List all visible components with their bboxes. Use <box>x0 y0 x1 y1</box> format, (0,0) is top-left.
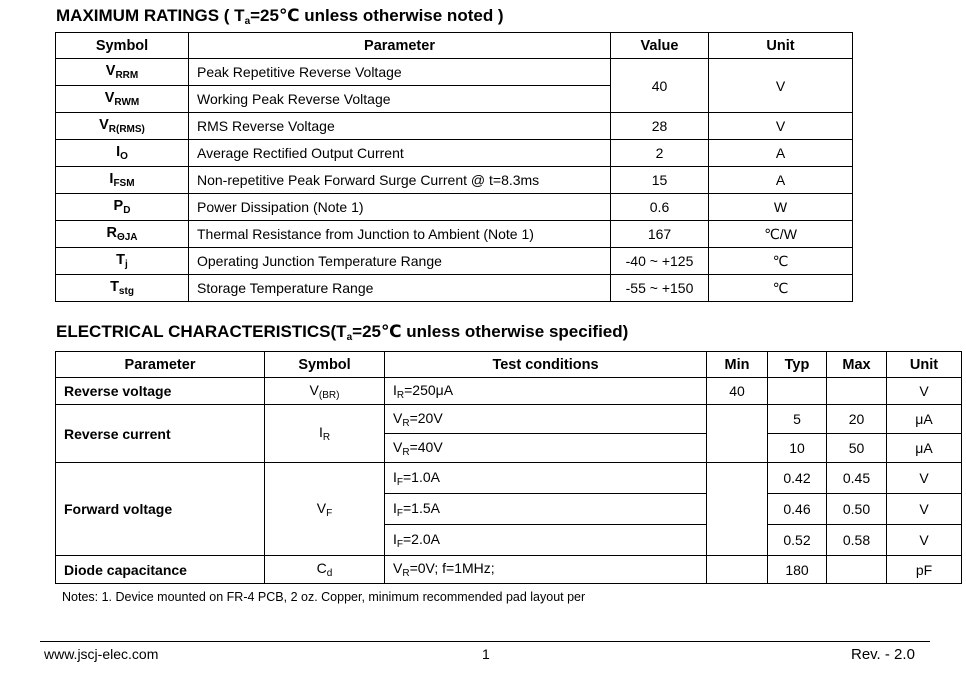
max-ratings-title-sub: a <box>244 16 251 27</box>
condition-text: I <box>393 468 397 485</box>
condition-text: V <box>393 438 403 455</box>
value-cell: 40 <box>611 59 709 113</box>
symbol-sub: (BR) <box>318 389 340 401</box>
note-ref: (Note 1) <box>483 226 534 242</box>
unit-cell: W <box>709 194 853 221</box>
table-row <box>56 378 962 405</box>
condition-cell <box>385 463 707 494</box>
table-header-row <box>56 33 853 59</box>
symbol-text: V <box>99 117 109 133</box>
symbol-sub: d <box>326 568 333 579</box>
max-ratings-table <box>55 32 853 302</box>
condition-cell <box>385 434 707 463</box>
unit-cell: ℃ <box>709 248 853 275</box>
max-cell: 0.45 <box>827 463 887 494</box>
max-ratings-title <box>56 6 504 27</box>
table-row <box>56 194 853 221</box>
footnote: Notes: 1. Device mounted on FR-4 PCB, 2 oz. Copper, minimum recommended pad layout per <box>62 590 586 604</box>
symbol-text: P <box>113 198 124 214</box>
unit-cell: pF <box>887 556 962 584</box>
unit-cell: μA <box>887 434 962 463</box>
header-parameter: Parameter <box>56 352 265 378</box>
symbol-cell <box>265 556 385 584</box>
min-cell <box>707 556 768 584</box>
symbol-cell <box>56 86 189 113</box>
unit-cell: V <box>887 378 962 405</box>
symbol-cell <box>56 140 189 167</box>
header-test-conditions: Test conditions <box>385 352 707 378</box>
header-symbol: Symbol <box>56 33 189 59</box>
footer-website: www.jscj-elec.com <box>44 646 159 662</box>
typ-cell <box>768 378 827 405</box>
max-cell: 0.50 <box>827 494 887 525</box>
max-cell <box>827 556 887 584</box>
max-cell: 0.58 <box>827 525 887 556</box>
footer-divider <box>40 641 930 642</box>
table-row <box>56 275 853 302</box>
condition-cell <box>385 494 707 525</box>
unit-cell: V <box>709 59 853 113</box>
max-ratings-title-text: MAXIMUM RATINGS ( T <box>56 6 245 25</box>
symbol-text: R <box>106 225 117 241</box>
parameter-cell: Storage Temperature Range <box>189 275 611 302</box>
condition-sub: R <box>402 417 410 429</box>
footer-revision: Rev. - 2.0 <box>851 646 915 663</box>
parameter-cell: Operating Junction Temperature Range <box>189 248 611 275</box>
value-cell: -55 ~ +150 <box>611 275 709 302</box>
parameter-cell: RMS Reverse Voltage <box>189 113 611 140</box>
condition-sub: R <box>402 446 410 458</box>
symbol-sub: RRM <box>115 70 139 81</box>
parameter-cell: Reverse current <box>56 405 265 463</box>
symbol-text: I <box>318 424 323 440</box>
header-unit: Unit <box>887 352 962 378</box>
condition-text: I <box>393 530 397 547</box>
parameter-cell: Diode capacitance <box>56 556 265 584</box>
condition-sub: F <box>396 507 403 519</box>
symbol-text: C <box>316 560 327 576</box>
unit-cell: A <box>709 140 853 167</box>
min-cell <box>707 405 768 463</box>
header-parameter: Parameter <box>189 33 611 59</box>
parameter-cell: Working Peak Reverse Voltage <box>189 86 611 113</box>
header-min: Min <box>707 352 768 378</box>
symbol-cell <box>56 275 189 302</box>
electrical-title-tail: =25℃ unless otherwise specified) <box>352 322 629 341</box>
condition-value: =40V <box>409 438 443 455</box>
condition-text: V <box>393 409 403 426</box>
table-row <box>56 221 853 248</box>
symbol-sub: R(RMS) <box>108 124 145 135</box>
electrical-title-sub: a <box>346 332 353 343</box>
unit-cell: V <box>887 463 962 494</box>
value-cell: 2 <box>611 140 709 167</box>
parameter-text: Thermal Resistance from Junction to Ambient <box>197 226 480 242</box>
parameter-cell: Average Rectified Output Current <box>189 140 611 167</box>
symbol-sub: ΘJA <box>116 232 138 243</box>
table-row <box>56 556 962 584</box>
value-cell: -40 ~ +125 <box>611 248 709 275</box>
symbol-text: I <box>109 171 114 187</box>
symbol-sub: D <box>123 205 131 216</box>
symbol-cell <box>56 248 189 275</box>
symbol-sub: F <box>326 507 333 519</box>
symbol-sub: stg <box>118 286 134 297</box>
symbol-text: V <box>309 381 319 398</box>
table-header-row <box>56 352 962 378</box>
typ-cell: 0.42 <box>768 463 827 494</box>
max-ratings-title-tail: =25℃ unless otherwise noted ) <box>250 6 504 25</box>
value-cell: 15 <box>611 167 709 194</box>
max-cell: 50 <box>827 434 887 463</box>
condition-text: I <box>393 381 397 398</box>
table-row <box>56 167 853 194</box>
symbol-text: V <box>316 499 327 516</box>
electrical-title-text: ELECTRICAL CHARACTERISTICS(T <box>56 322 347 341</box>
condition-value: =1.0A <box>403 468 440 485</box>
typ-cell: 0.46 <box>768 494 827 525</box>
max-cell: 20 <box>827 405 887 434</box>
parameter-cell: Peak Repetitive Reverse Voltage <box>189 59 611 86</box>
symbol-cell <box>56 59 189 86</box>
note-ref: (Note 1) <box>312 199 364 215</box>
condition-value: =250μA <box>404 381 454 398</box>
parameter-text: Power Dissipation <box>197 199 310 215</box>
condition-value: =20V <box>409 409 443 426</box>
condition-text: V <box>393 560 403 576</box>
table-row <box>56 463 962 494</box>
symbol-text: V <box>104 90 115 106</box>
symbol-cell <box>56 113 189 140</box>
header-max: Max <box>827 352 887 378</box>
symbol-sub: j <box>125 259 128 270</box>
table-row <box>56 248 853 275</box>
unit-cell: V <box>709 113 853 140</box>
value-cell: 167 <box>611 221 709 248</box>
table-row <box>56 59 853 86</box>
condition-value: =2.0A <box>403 530 440 547</box>
condition-sub: R <box>396 389 405 401</box>
condition-cell <box>385 556 707 584</box>
symbol-sub: R <box>322 432 331 443</box>
condition-cell <box>385 405 707 434</box>
symbol-text: T <box>110 279 119 295</box>
symbol-cell <box>56 194 189 221</box>
condition-value: =0V; f=1MHz; <box>409 560 495 576</box>
typ-cell: 10 <box>768 434 827 463</box>
symbol-cell <box>56 167 189 194</box>
condition-sub: R <box>402 568 410 579</box>
symbol-sub: FSM <box>113 178 135 189</box>
header-symbol: Symbol <box>265 352 385 378</box>
condition-sub: F <box>396 538 403 550</box>
symbol-cell <box>265 378 385 405</box>
condition-sub: F <box>396 476 403 488</box>
value-cell: 0.6 <box>611 194 709 221</box>
symbol-sub: O <box>120 151 128 162</box>
parameter-cell: Forward voltage <box>56 463 265 556</box>
parameter-cell <box>189 221 611 248</box>
typ-cell: 5 <box>768 405 827 434</box>
typ-cell: 0.52 <box>768 525 827 556</box>
table-row <box>56 140 853 167</box>
unit-cell: V <box>887 494 962 525</box>
electrical-title <box>56 322 628 343</box>
parameter-cell <box>189 194 611 221</box>
header-typ: Typ <box>768 352 827 378</box>
typ-cell: 180 <box>768 556 827 584</box>
condition-value: =1.5A <box>403 499 440 516</box>
header-unit: Unit <box>709 33 853 59</box>
symbol-cell <box>265 463 385 556</box>
symbol-cell <box>265 405 385 463</box>
table-row <box>56 113 853 140</box>
footer-page-number: 1 <box>482 646 490 662</box>
unit-cell: V <box>887 525 962 556</box>
unit-cell: μA <box>887 405 962 434</box>
header-value: Value <box>611 33 709 59</box>
unit-cell: ℃/W <box>709 221 853 248</box>
unit-cell: A <box>709 167 853 194</box>
min-cell: 40 <box>707 378 768 405</box>
symbol-sub: RWM <box>114 97 140 108</box>
symbol-text: I <box>116 144 121 160</box>
symbol-text: T <box>116 252 126 268</box>
condition-cell <box>385 525 707 556</box>
symbol-text: V <box>105 63 116 79</box>
condition-cell <box>385 378 707 405</box>
min-cell <box>707 463 768 556</box>
unit-cell: ℃ <box>709 275 853 302</box>
parameter-cell: Reverse voltage <box>56 378 265 405</box>
symbol-cell <box>56 221 189 248</box>
value-cell: 28 <box>611 113 709 140</box>
condition-text: I <box>393 499 397 516</box>
table-row <box>56 405 962 434</box>
parameter-cell: Non-repetitive Peak Forward Surge Current @ t=8.3ms <box>189 167 611 194</box>
electrical-table <box>55 351 962 584</box>
max-cell <box>827 378 887 405</box>
